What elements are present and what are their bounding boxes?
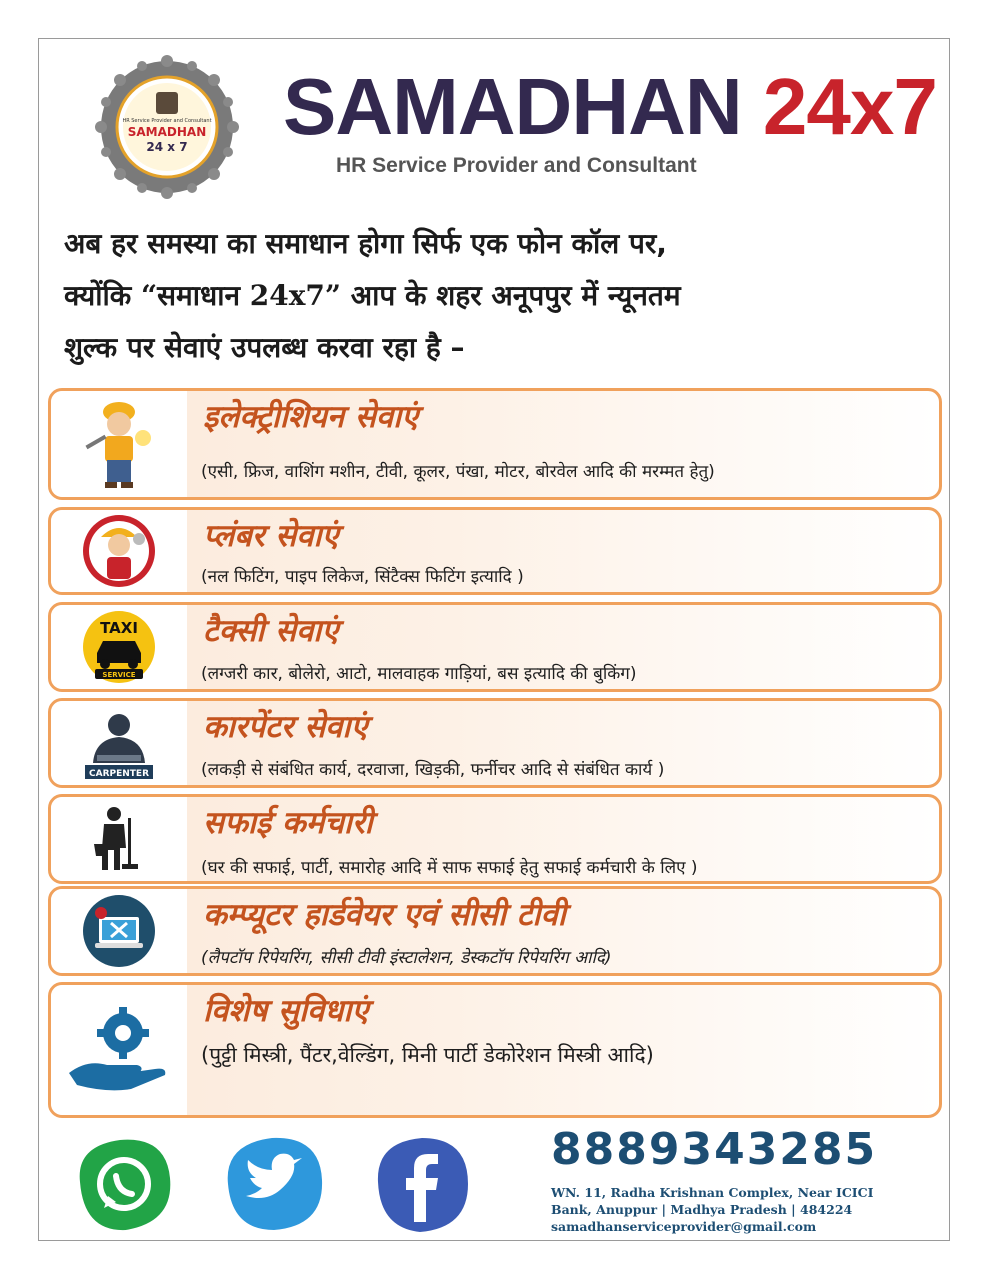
cleaner-icon bbox=[84, 804, 154, 874]
carpenter-icon bbox=[81, 705, 157, 781]
service-icon-box bbox=[51, 985, 187, 1115]
service-description: (लकड़ी से संबंधित कार्य, दरवाजा, खिड़की, फर्नीचर आदि से संबंधित कार्य ) bbox=[201, 760, 665, 780]
intro-brand-quote: “समाधान 24x7” bbox=[140, 279, 342, 312]
brand-name: SAMADHAN bbox=[283, 62, 742, 151]
service-icon-box bbox=[51, 391, 187, 497]
service-title: इलेक्ट्रीशियन सेवाएं bbox=[203, 399, 419, 435]
logo-num-text: 24 x 7 bbox=[146, 140, 188, 154]
service-title: टैक्सी सेवाएं bbox=[203, 613, 339, 649]
service-description: (लग्जरी कार, बोलेरो, आटो, मालवाहक गाड़ियां, बस इत्यादि की बुकिंग) bbox=[201, 664, 637, 684]
taxi-icon-bottom-text: SERVICE bbox=[102, 671, 136, 679]
brand-tagline: HR Service Provider and Consultant bbox=[336, 154, 697, 177]
electrician-icon bbox=[79, 396, 159, 492]
plumber-icon bbox=[81, 513, 157, 589]
service-description: (लैपटॉप रिपेयरिंग, सीसी टीवी इंस्टालेशन, डेस्कटॉप रिपेयरिंग आदि) bbox=[201, 948, 612, 968]
taxi-icon bbox=[81, 609, 157, 685]
service-description: (घर की सफाई, पार्टी, समारोह आदि में साफ सफाई हेतु सफाई कर्मचारी के लिए ) bbox=[201, 858, 698, 878]
service-title: प्लंबर सेवाएं bbox=[203, 518, 339, 554]
brand-number: 24x7 bbox=[762, 62, 937, 151]
intro-line-2 bbox=[64, 270, 924, 322]
footer-address bbox=[551, 1184, 873, 1235]
service-card-cleaner[interactable] bbox=[48, 794, 942, 884]
service-icon-box bbox=[51, 889, 187, 973]
service-icon-box bbox=[51, 605, 187, 689]
computer-repair-icon bbox=[81, 893, 157, 969]
intro-line-2-start: क्योंकि bbox=[64, 279, 141, 312]
twitter-icon[interactable] bbox=[220, 1132, 328, 1236]
service-icon-box bbox=[51, 701, 187, 785]
logo-small-text: HR Service Provider and Consultant bbox=[122, 118, 212, 124]
intro-text bbox=[64, 218, 924, 374]
service-title: कारपेंटर सेवाएं bbox=[203, 709, 368, 745]
hand-gear-icon bbox=[67, 1007, 171, 1093]
whatsapp-icon[interactable] bbox=[70, 1132, 178, 1236]
logo-name-text: SAMADHAN bbox=[127, 125, 207, 139]
service-icon-box bbox=[51, 797, 187, 881]
samadhan-logo bbox=[92, 52, 242, 202]
service-card-taxi[interactable] bbox=[48, 602, 942, 692]
service-card-carpenter[interactable] bbox=[48, 698, 942, 788]
service-description: (नल फिटिंग, पाइप लिकेज, सिंटैक्स फिटिंग इत्यादि ) bbox=[201, 567, 524, 587]
address-line-2: Bank, Anuppur | Madhya Pradesh | 484224 bbox=[551, 1202, 853, 1217]
service-card-computer[interactable] bbox=[48, 886, 942, 976]
service-description: (पुट्टी मिस्त्री, पैंटर,वेल्डिंग, मिनी पार्टी डेकोरेशन मिस्त्री आदि) bbox=[201, 1043, 654, 1067]
intro-line-3: शुल्क पर सेवाएं उपलब्ध करवा रहा है – bbox=[64, 331, 465, 364]
phone-number[interactable]: 8889343285 bbox=[551, 1124, 878, 1175]
service-title: विशेष सुविधाएं bbox=[203, 993, 369, 1029]
intro-line-1: अब हर समस्या का समाधान होगा सिर्फ एक फोन कॉल पर, bbox=[64, 227, 667, 260]
facebook-icon[interactable] bbox=[368, 1132, 476, 1236]
carpenter-icon-text: CARPENTER bbox=[89, 769, 149, 779]
brand-title bbox=[283, 62, 937, 152]
address-line-1: WN. 11, Radha Krishnan Complex, Near ICICI bbox=[551, 1185, 874, 1200]
service-icon-box bbox=[51, 510, 187, 592]
service-description: (एसी, फ्रिज, वाशिंग मशीन, टीवी, कूलर, पंखा, मोटर, बोरवेल आदि की मरम्मत हेतु) bbox=[201, 462, 715, 482]
service-card-plumber[interactable] bbox=[48, 507, 942, 595]
service-title: कम्प्यूटर हार्डवेयर एवं सीसी टीवी bbox=[203, 897, 566, 933]
email-address[interactable]: samadhanserviceprovider@gmail.com bbox=[551, 1219, 817, 1234]
intro-line-2-end: आप के शहर अनूपपुर में न्यूनतम bbox=[341, 279, 681, 312]
taxi-icon-top-text: TAXI bbox=[100, 619, 138, 637]
service-title: सफाई कर्मचारी bbox=[203, 805, 373, 841]
service-card-special[interactable] bbox=[48, 982, 942, 1118]
service-card-electrician[interactable] bbox=[48, 388, 942, 500]
